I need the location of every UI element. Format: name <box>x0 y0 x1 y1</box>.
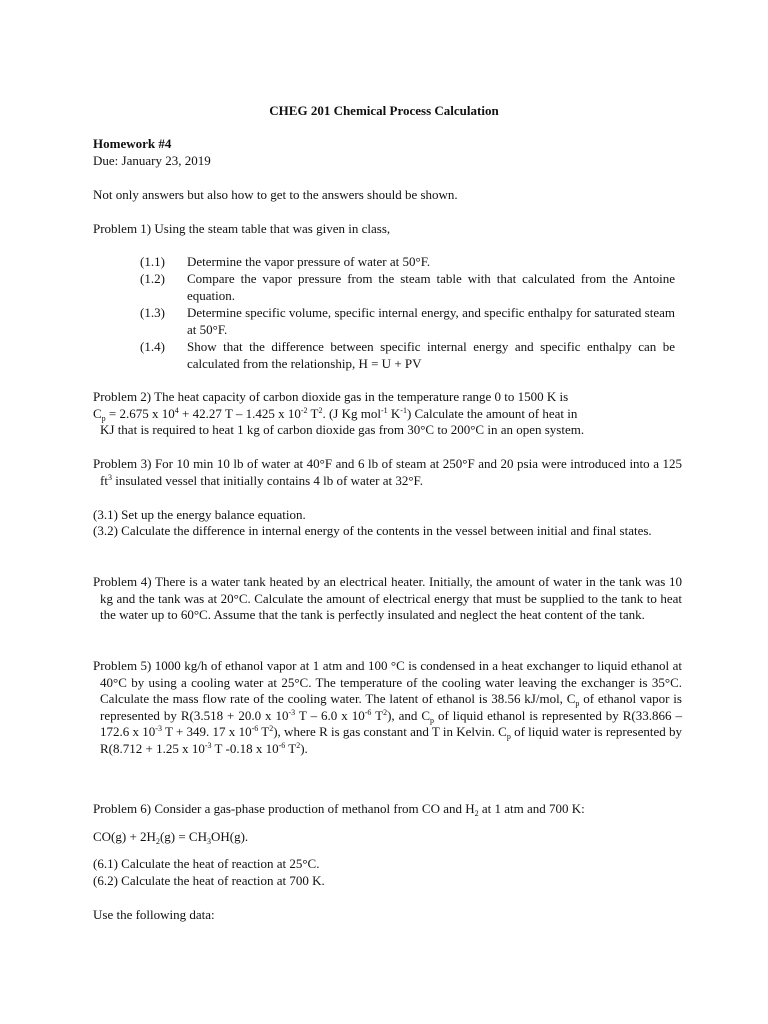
text-run: T <box>307 405 319 421</box>
text-run: of ethanol vapor is represented by R(3.518 + 20.0 x 10 <box>100 691 682 723</box>
item-number: (1.2) <box>140 271 165 286</box>
superscript: -6 <box>251 724 259 734</box>
instructions-note: Not only answers but also how to get to the answers should be shown. <box>93 187 458 202</box>
superscript: -3 <box>204 740 212 750</box>
text-run: . (J Kg mol <box>322 405 381 421</box>
subscript: 2 <box>155 837 160 846</box>
text-run: T -0.18 x 10 <box>211 740 279 756</box>
superscript: 2 <box>296 740 301 750</box>
superscript: -2 <box>300 405 308 415</box>
text-run: ) Calculate the amount of heat in <box>406 405 578 421</box>
text-run: = 2.675 x 10 <box>105 405 175 421</box>
problem-1-item <box>140 339 675 372</box>
cp-symbol: C <box>93 405 102 421</box>
homework-number: Homework #4 <box>93 136 172 151</box>
subscript: 3 <box>207 837 211 846</box>
text-run: T + 349. 17 x 10 <box>161 724 252 740</box>
document-title: CHEG 201 Chemical Process Calculation <box>269 103 499 118</box>
text-run: ), and C <box>387 707 431 723</box>
superscript: 4 <box>174 405 179 415</box>
text-run: ). <box>300 740 308 756</box>
reaction-equation <box>93 829 675 846</box>
text-run: of liquid ethanol is represented by R(33.866 – 172.6 x 10 <box>100 707 682 740</box>
item-text: Compare the vapor pressure from the steam table with that calculated from the Antoine equation. <box>187 271 675 303</box>
problem-1-intro: Problem 1) Using the steam table that was given in class, <box>93 221 391 236</box>
subscript: p <box>506 732 511 742</box>
problem-2-line-3: KJ that is required to heat 1 kg of carbon dioxide gas from 30°C to 200°C in an open system. <box>100 422 585 438</box>
problem-3 <box>93 456 682 489</box>
text-run: T <box>285 740 297 756</box>
problem-2-line-1: Problem 2) The heat capacity of carbon dioxide gas in the temperature range 0 to 1500 K is <box>93 389 569 404</box>
problem-1-item <box>140 254 675 271</box>
problem-2-equation-line <box>93 406 675 423</box>
problem-1-item <box>140 271 675 304</box>
superscript: -3 <box>288 707 296 717</box>
problem-1-item <box>140 305 675 338</box>
text-run: T <box>258 724 270 740</box>
due-date: Due: January 23, 2019 <box>93 153 211 168</box>
text-run: Problem 3) For 10 min 10 lb of water at 40°F and 6 lb of steam at 250°F and 20 psia were introduced into a 125 ft <box>93 456 682 488</box>
text-run: Problem 5) 1000 kg/h of ethanol vapor at 1 atm and 100 °C is condensed in a heat exchanger to liquid ethanol at 40°C by using a cooling water at 25°C. The temperature of the cooling water leaving the exchanger is 35°C. Calculate the mass flow rate of the cooling water. The latent of ethanol is 38.56 kJ/mol, C <box>93 658 682 707</box>
problem-6-sub-2: (6.2) Calculate the heat of reaction at 700 K. <box>93 873 325 888</box>
text-run: at 1 atm and 700 K: <box>478 801 585 816</box>
subscript: p <box>575 699 580 709</box>
text-run: (g) = CH <box>159 829 207 844</box>
item-text: Determine the vapor pressure of water at 50°F. <box>187 254 431 269</box>
problem-6-sub-1: (6.1) Calculate the heat of reaction at 25°C. <box>93 856 320 871</box>
text-run: OH(g). <box>211 829 249 844</box>
text-run: CO(g) + 2H <box>93 829 156 844</box>
item-number: (1.1) <box>140 254 165 269</box>
superscript: -6 <box>364 707 372 717</box>
problem-6-intro <box>93 801 675 818</box>
text-run: + 42.27 T – 1.425 x 10 <box>178 405 301 421</box>
superscript: 2 <box>318 405 323 415</box>
text-run: K <box>387 405 401 421</box>
text-run: T <box>371 707 384 723</box>
text-run: ), where R is gas constant and T in Kelvin. C <box>273 724 507 740</box>
subscript: p <box>430 715 435 725</box>
item-number: (1.4) <box>140 339 165 354</box>
problem-5 <box>93 658 682 758</box>
text-run: of liquid water is represented by R(8.712 + 1.25 x 10 <box>100 724 682 756</box>
superscript: 2 <box>383 707 388 717</box>
problem-4: Problem 4) There is a water tank heated by an electrical heater. Initially, the amount of water in the tank was 10 kg and the tank was at 20°C. Calculate the amount of electrical energy that must be supplied to the tank to heat the water up to 60°C. Assume that the tank is perfectly insulated and neglect the heat content of the tank. <box>93 574 682 623</box>
subscript: 2 <box>474 809 479 818</box>
superscript: -3 <box>155 724 162 734</box>
problem-2 <box>93 389 675 439</box>
text-run: Problem 6) Consider a gas-phase production of methanol from CO and H <box>93 801 475 816</box>
superscript: -1 <box>400 405 407 415</box>
superscript: 3 <box>107 472 112 482</box>
problem-3-sub-1: (3.1) Set up the energy balance equation. <box>93 507 306 522</box>
superscript: -6 <box>278 740 286 750</box>
data-heading: Use the following data: <box>93 907 215 922</box>
item-text: Determine specific volume, specific internal energy, and specific enthalpy for saturated steam at 50°F. <box>187 305 675 337</box>
superscript: 2 <box>269 724 274 734</box>
text-run: insulated vessel that initially contains 4 lb of water at 32°F. <box>111 472 423 488</box>
superscript: -1 <box>380 405 388 415</box>
item-number: (1.3) <box>140 305 165 320</box>
problem-3-sub-2: (3.2) Calculate the difference in internal energy of the contents in the vessel between initial and final states. <box>93 523 652 538</box>
item-text: Show that the difference between specific internal energy and specific enthalpy can be calculated from the relationship, H = U + PV <box>187 339 675 371</box>
text-run: T – 6.0 x 10 <box>295 707 365 723</box>
subscript: p <box>101 413 106 423</box>
